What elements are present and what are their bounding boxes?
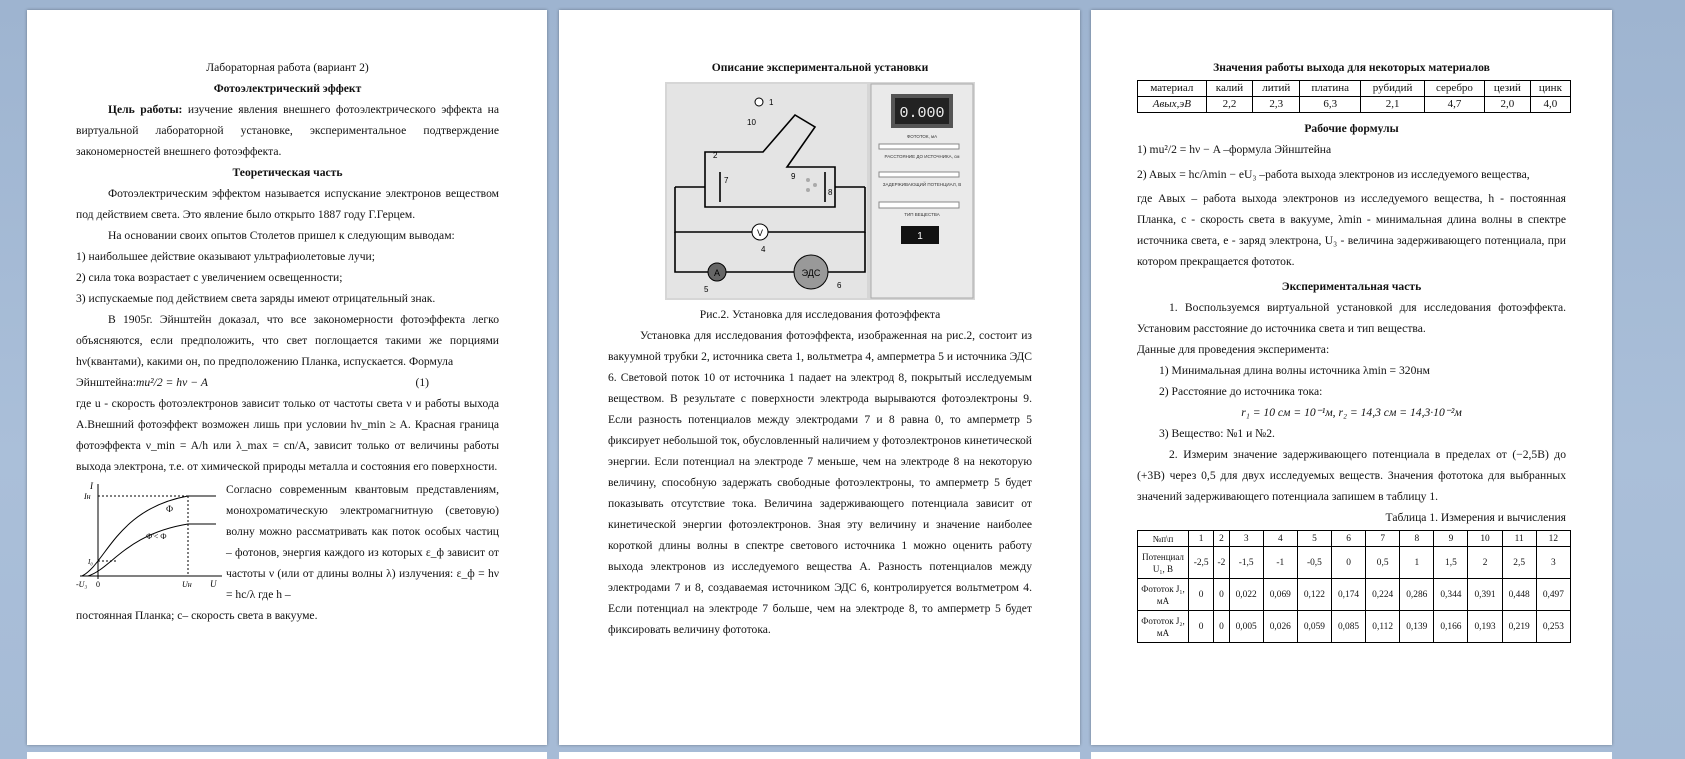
experimental-heading: Экспериментальная часть [1281,280,1422,293]
table-cell: 0,253 [1536,611,1570,643]
table-cell: 0 [1214,579,1229,611]
formula-1: 1) mu²/2 = hν − A –формула Эйнштейна [1137,143,1332,156]
graph-label: U [210,579,217,589]
table-cell: 0,344 [1434,579,1468,611]
figure-caption: Рис.2. Установка для исследования фотоэффекта [699,308,941,321]
table-cell: 0 [1189,611,1214,643]
graph-with-text [76,479,499,605]
page-2 [559,10,1080,745]
current-voltage-graph [76,479,224,589]
table-cell: 5 [1297,531,1331,547]
panel-label: ФОТОТОК, мA [906,134,938,139]
formulas-heading: Рабочие формулы [1304,122,1399,135]
table-cell: 6 [1331,531,1365,547]
table-cell: №п\п [1138,531,1189,547]
table1-title: Значения работы выхода для некоторых материалов [1213,61,1490,74]
table-cell: 8 [1400,531,1434,547]
table-cell: 10 [1468,531,1502,547]
graph-label: Ф'< Ф [146,532,167,541]
list-item: 1) наибольшее действие оказывают ультрафиолетовые лучи; [76,250,375,263]
table-cell: 9 [1434,531,1468,547]
table-cell: цезий [1484,81,1530,97]
graph-label: -U₃ [76,580,88,589]
diagram-label: 2 [713,151,718,160]
diagram-label: 5 [704,285,709,294]
table-cell: литий [1253,81,1300,97]
table-cell: 4,7 [1424,97,1484,113]
table-cell: 0,139 [1400,611,1434,643]
table-cell: серебро [1424,81,1484,97]
work-function-table [1137,80,1571,113]
paragraph: В 1905г. Эйнштейн доказал, что все закономерности фотоэффекта легко объясняются, если предположить, что свет поглощается такими же порциями hν(квантами), какими он, по предположению Планка, испускается. Формула [76,313,499,368]
table-cell: Фототок J₁, мА [1138,579,1189,611]
graph-label: Ф [166,504,174,514]
table-row [1138,611,1571,643]
table-cell: 0,112 [1366,611,1400,643]
formula-prefix: Эйнштейна: [76,376,136,389]
table-cell: материал [1138,81,1207,97]
formula-number: (1) [415,376,429,389]
panel-label: ТИП ВЕЩЕСТВА [904,212,940,217]
table-cell: -0,5 [1297,547,1331,579]
table-cell: 0,286 [1400,579,1434,611]
table-cell: 1 [1189,531,1214,547]
graph-label: I₀ [88,558,93,566]
table-cell: -1,5 [1229,547,1263,579]
table-cell: 0 [1189,579,1214,611]
table-cell: 0,069 [1263,579,1297,611]
page-3 [1091,10,1612,745]
graph-label: I [90,481,93,491]
table-cell: 7 [1366,531,1400,547]
table-cell: 0,122 [1297,579,1331,611]
diagram-label: 1 [769,98,774,107]
table-cell: 0,005 [1229,611,1263,643]
diagram-label: V [756,228,764,238]
setup-description: Установка для исследования фотоэффекта, изображенная на рис.2, состоит из вакуумной трубки 2, источника света 1, вольтметра 4, амперметра 5 и источника ЭДС 6. Световой поток 10 от источника 1 падает на электрод 8, покрытый исследуемым веществом. В результате с поверхности электрода вырываются фотоэлектроны 9. Если разность потенциалов между электродами 7 и 8 равна 0, то амперметр 5 фиксирует небольшой ток, обусловленный наличием у фотоэлектронов кинетической энергии. Если потенциал на электроде 7 меньше, чем на электроде 8 на некоторую величину, способную задержать свободные фотоэлектроны, то амперметр 5 будет показывать отсутствие тока. Величина задерживающего потенциала зависит от кинетической энергии фотоэлектронов. Зная эту величину и значение наиболее короткой длины волны в спектре светового источника 1 можно оценить работу выхода электронов из исследуемого вещества A. Разность потенциалов между электродами 7 и 8, создаваемая источником ЭДС 6, контролируется вольтметром 4. Если потенциал на электроде 7 больше, чем на электроде 8, то амперметр 5 будет фиксировать величину фототока. [608,329,1032,636]
step-1: 1. Воспользуемся виртуальной установкой для исследования фотоэффекта. Установим расстояние до источника света и тип вещества. [1137,301,1566,335]
table-cell: -2 [1214,547,1229,579]
table-cell: 0,448 [1502,579,1536,611]
next-page-edge [27,752,547,759]
table-cell: 2 [1468,547,1502,579]
formula-2: 2) Aвых = hc/λmin − eU₃ –работа выхода электронов из исследуемого вещества, [1137,168,1530,181]
formula-legend: где Aвых – работа выхода электронов из исследуемого вещества, h - постоянная Планка, c - скорость света в вакууме, λmin - минимальная длина волны в спектре источника света, e - заряд электрона, U₃ - величина задерживающего потенциала, при котором прекращается фототок. [1137,192,1566,268]
distance-slider[interactable] [879,144,959,149]
table-cell: Aвых,эВ [1138,97,1207,113]
diagram-label: 4 [761,245,766,254]
table-cell: 0 [1331,547,1365,579]
table-cell: рубидий [1361,81,1425,97]
table-cell: 2,2 [1206,97,1252,113]
graph-label: 0 [96,580,100,589]
paragraph-end: постоянная Планка; c– скорость света в вакууме. [76,609,318,622]
diagram-label: 6 [837,281,842,290]
table-cell: калий [1206,81,1252,97]
table-cell: Потенциал U₁, В [1138,547,1189,579]
substance-value: 1 [917,231,923,242]
theory-heading: Теоретическая часть [232,166,343,179]
table-cell: платина [1300,81,1361,97]
list-item: 2) сила тока возрастает с увеличением освещенности; [76,271,343,284]
aim-paragraph [76,99,499,162]
table-cell: 2,5 [1502,547,1536,579]
lab-title: Лабораторная работа (вариант 2) [206,61,369,74]
table-row [1138,547,1571,579]
table-cell: 2,1 [1361,97,1425,113]
table-cell: 0,193 [1468,611,1502,643]
diagram-label: A [713,268,721,278]
potential-slider[interactable] [879,172,959,177]
table-cell: 12 [1536,531,1570,547]
table-row [1138,81,1571,97]
data-intro: Данные для проведения эксперимента: [1137,343,1330,356]
table-cell: 0,022 [1229,579,1263,611]
panel-label: ЗАДЕРЖИВАЮЩИЙ ПОТЕНЦИАЛ, В [882,182,962,187]
table-cell: 1,5 [1434,547,1468,579]
table-cell: 2,3 [1253,97,1300,113]
table-cell: 2,0 [1484,97,1530,113]
formula-line [76,372,499,393]
data-item: 3) Вещество: №1 и №2. [1159,427,1275,440]
table-cell: 0,497 [1536,579,1570,611]
table-cell: Фототок J₂, мА [1138,611,1189,643]
table-cell: 1 [1400,547,1434,579]
table-cell: 4 [1263,531,1297,547]
list-item: 3) испускаемые под действием света заряды имеют отрицательный знак. [76,292,436,305]
paragraph: На основании своих опытов Столетов пришел к следующим выводам: [108,229,455,242]
paragraph: Фотоэлектрическим эффектом называется испускание электронов веществом под действием света. Это явление было открыто 1887 году Г.Герцем. [76,187,499,221]
table-cell: 2 [1214,531,1229,547]
page-1 [27,10,547,745]
table2-title: Таблица 1. Измерения и вычисления [1385,511,1566,524]
table-cell: 0,391 [1468,579,1502,611]
light-source-icon [755,98,763,106]
next-page-edge [559,752,1080,759]
diagram-label: ЭДС [801,268,821,278]
diagram-label: 7 [724,176,729,185]
step-2: 2. Измерим значение задерживающего потенциала в пределах от (−2,5В) до (+3В) через 0,5 для двух исследуемых веществ. Значения фототока для выбранных значений задерживающего потенциала запишем в таблицу 1. [1137,448,1566,503]
table-cell: 0,224 [1366,579,1400,611]
table-cell: 11 [1502,531,1536,547]
table-cell: 0,085 [1331,611,1365,643]
table-row [1138,531,1571,547]
data-item: 1) Минимальная длина волны источника λmin = 320нм [1159,364,1430,377]
table-cell: цинк [1530,81,1570,97]
data-item: 2) Расстояние до источника тока: [1159,385,1323,398]
table-cell: 0,5 [1366,547,1400,579]
table-row [1138,579,1571,611]
table-cell: -1 [1263,547,1297,579]
graph-label: Iн [84,492,91,501]
einstein-formula: mu²/2 = hν − A [135,376,208,389]
substance-selector[interactable] [879,202,959,208]
topic-title: Фотоэлектрический эффект [213,82,362,95]
table-cell: 4,0 [1530,97,1570,113]
table-cell: 3 [1229,531,1263,547]
table-cell: 6,3 [1300,97,1361,113]
setup-heading: Описание экспериментальной установки [711,61,929,74]
next-page-edge [1091,752,1612,759]
photocurrent-display: 0.000 [899,105,945,122]
setup-diagram [665,82,975,300]
table-cell: 0,219 [1502,611,1536,643]
panel-label: РАССТОЯНИЕ ДО ИСТОЧНИКА, см [884,154,960,159]
photon-paragraph: Согласно современным квантовым представлениям, монохроматическую электромагнитную (световую) волну можно рассматривать как поток особых частиц – фотонов, энергия каждого из которых ε_ф зависит от частоты ν (или от длины волны λ) излучения: ε_ф = hν = hc/λ где h – [226,483,499,601]
measurements-table [1137,530,1571,643]
table-cell: 0 [1214,611,1229,643]
diagram-label: 8 [828,188,833,197]
table-cell: 3 [1536,547,1570,579]
diagram-label: 10 [747,118,756,127]
table-cell: 0,174 [1331,579,1365,611]
graph-label: Uн [182,580,192,589]
table-cell: -2,5 [1189,547,1214,579]
table-row [1138,97,1571,113]
aim-text: изучение явления внешнего фотоэлектрического эффекта на виртуальной лабораторной установке, экспериментальное подтверждение закономерностей внешнего фотоэффекта. [76,103,500,158]
paragraph: где u - скорость фотоэлектронов зависит только от частоты света ν и работы выхода A.Внешний фотоэффект возможен лишь при условии hν_min ≥ A. Красная граница фотоэффекта ν_min = A/h или λ_max = cn/A, зависит только от величины работы выхода электрона, т.е. от химической природы металла и состояния его поверхности. [76,397,499,473]
table-cell: 0,059 [1297,611,1331,643]
table-cell: 0,166 [1434,611,1468,643]
distance-formula: r₁ = 10 см = 10⁻¹м, r₂ = 14,3 см = 14,3·10⁻²м [1241,406,1462,419]
diagram-label: 9 [791,172,796,181]
aim-label: Цель работы: [108,103,183,116]
table-cell: 0,026 [1263,611,1297,643]
